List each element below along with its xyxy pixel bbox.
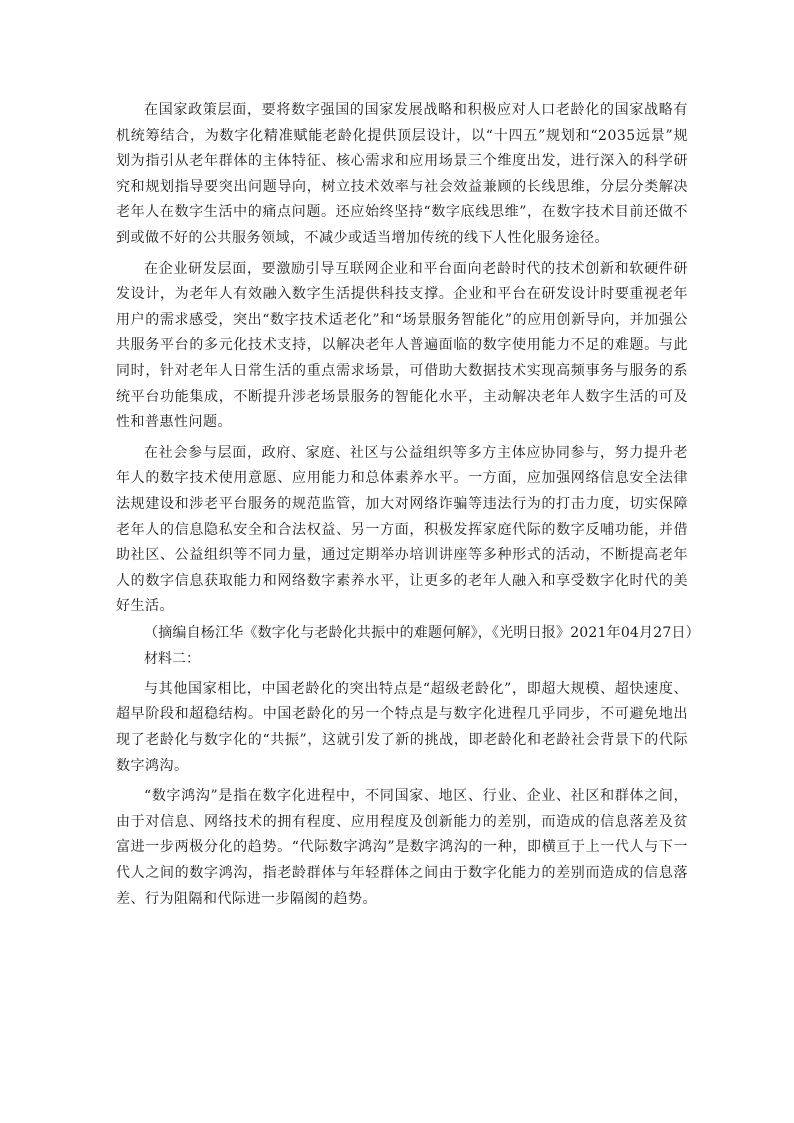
source-citation: （摘编自杨江华《数字化与老龄化共振中的难题何解》，《光明日报》2021年04月27日）	[144, 624, 700, 641]
material-two-label: 材料二：	[144, 650, 200, 667]
paragraph-national-policy: 在国家政策层面，要将数字强国的国家发展战略和积极应对人口老龄化的国家战略有机统筹结合，为数字化精准赋能老龄化提供顶层设计，以“十四五”规划和“2035远景”规划为指引从老年群体的主体特征、核心需求和应用场景三个维度出发，进行深入的科学研究和规划指导要突出问题导向，树立技术效率与社会效益兼顾的长线思维，分层分类解决老年人在数字生活中的痛点问题。还应始终坚持“数字底线思维”，在数字技术目前还做不到或做不好的公共服务领域，不减少或适当增加传统的线下人性化服务途径。	[116, 102, 688, 246]
document-body	[116, 98, 700, 912]
paragraph-enterprise-rd: 在企业研发层面，要激励引导互联网企业和平台面向老龄时代的技术创新和软硬件研发设计，为老年人有效融入数字生活提供科技支撑。企业和平台在研发设计时要重视老年用户的需求感受，突出“数字技术适老化”和“场景服务智能化”的应用创新导向，并加强公共服务平台的多元化技术支持，以解决老年人普遍面临的数字使用能力不足的难题。与此同时，针对老年人日常生活的重点需求场景，可借助大数据技术实现高频事务与服务的系统平台功能集成，不断提升涉老场景服务的智能化水平，主动解决老年人数字生活的可及性和普惠性问题。	[116, 260, 688, 431]
paragraph-social-participation: 在社会参与层面，政府、家庭、社区与公益组织等多方主体应协同参与，努力提升老年人的数字技术使用意愿、应用能力和总体素养水平。一方面，应加强网络信息安全法律法规建设和涉老平台服务的规范监管，加大对网络诈骗等违法行为的打击力度，切实保障老年人的信息隐私安全和合法权益、另一方面，积极发挥家庭代际的数字反哺功能，并借助社区、公益组织等不同力量，通过定期举办培训讲座等多种形式的活动，不断提高老年人的数字信息获取能力和网络数字素养水平，让更多的老年人融入和享受数字化时代的美好生活。	[116, 444, 688, 615]
paragraph-digital-divide: “数字鸿沟”是指在数字化进程中，不同国家、地区、行业、企业、社区和群体之间，由于对信息、网络技术的拥有程度、应用程度及创新能力的差别，而造成的信息落差及贫富进一步两极分化的趋势。“代际数字鸿沟”是数字鸿沟的一种，即横亘于上一代人与下一代人之间的数字鸿沟，指老龄群体与年轻群体之间由于数字化能力的差别而造成的信息落差、行为阻隔和代际进一步隔阂的趋势。	[116, 788, 688, 907]
paragraph-super-aging: 与其他国家相比，中国老龄化的突出特点是“超级老龄化”，即超大规模、超快速度、超早阶段和超稳结构。中国老龄化的另一个特点是与数字化进程几乎同步，不可避免地出现了老龄化与数字化的“共振”，这就引发了新的挑战，即老龄化和老龄社会背景下的代际数字鸿沟。	[116, 680, 688, 774]
